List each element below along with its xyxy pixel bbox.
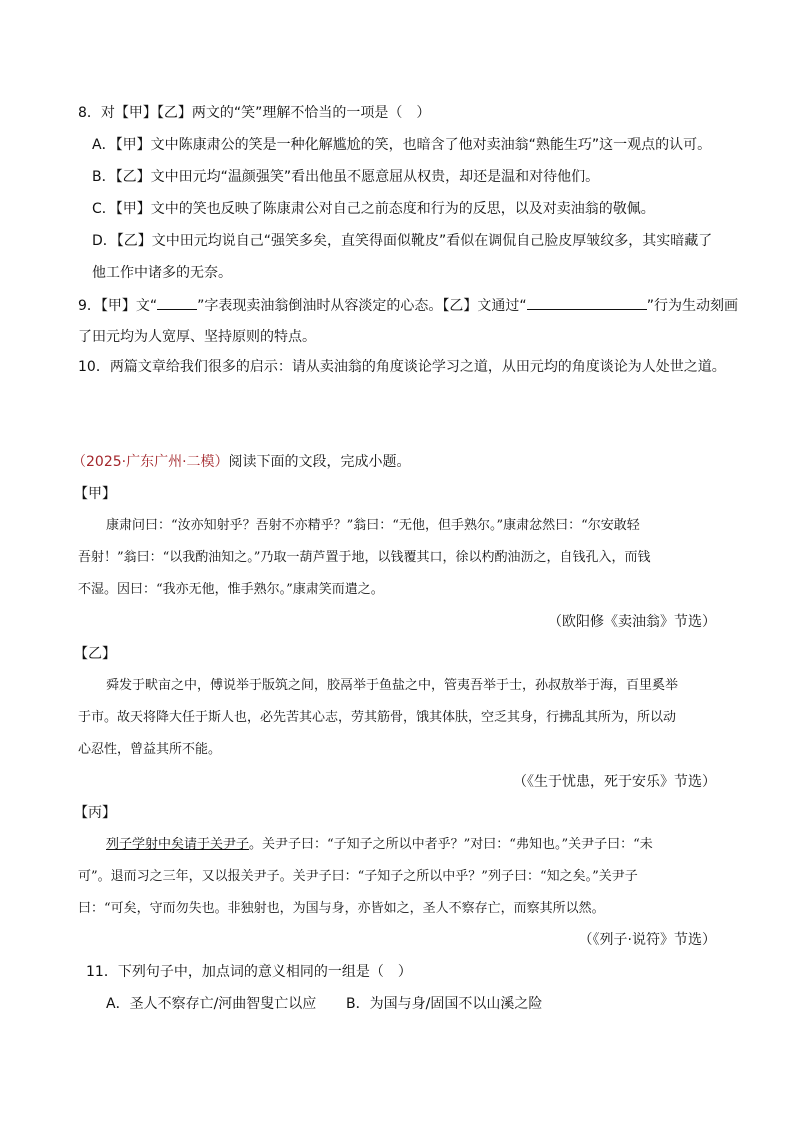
section-instruction: 阅读下面的文段，完成小题。	[228, 454, 411, 470]
q8-stem: 8．对【甲】【乙】两文的“笑”理解不恰当的一项是（ ）	[78, 105, 431, 121]
passage-bing-line-3: 曰：“可矣，守而勿失也。非独射也，为国与身，亦皆如之，圣人不察存亡，而察其所以然。	[78, 901, 605, 916]
q9-line2: 了田元均为人宽厚、坚持原则的特点。	[78, 329, 316, 345]
passage-bing-citation: （《列子·说符》节选）	[578, 932, 716, 948]
passage-jia-line-2: 吾射！”翁曰：“以我酌油知之。”乃取一葫芦置于地，以钱覆其口，徐以杓酌油沥之，自钱孔入，而钱	[78, 550, 651, 565]
q11-stem: 11．下列句子中，加点词的意义相同的一组是（ ）	[86, 964, 412, 980]
q9-blank-2[interactable]	[527, 295, 647, 310]
passage-jia-line-1: 康肃问曰：“汝亦知射乎？吾射不亦精乎？”翁曰：“无他，但手熟尔。”康肃忿然曰：“尔安敢轻	[106, 518, 640, 533]
passage-bing-label: 【丙】	[74, 805, 116, 821]
passage-jia-label: 【甲】	[74, 486, 116, 502]
passage-bing-line-2: 可”。退而习之三年，又以报关尹子。关尹子曰：“子知子之所以中乎？”列子曰：“知之矣。”关尹子	[78, 869, 638, 884]
q9-part2: ”字表现卖油翁倒油时从容淡定的心态。【乙】文通过“	[197, 298, 527, 314]
passage-yi-line-3: 心忍性，曾益其所不能。	[78, 742, 222, 757]
passage-yi-citation: （《生于忧患，死于安乐》节选）	[513, 774, 716, 790]
q9-part1: 9．【甲】文“	[78, 298, 158, 314]
passage-bing-underlined-sentence: 列子学射中矣请于关尹子	[106, 837, 250, 852]
q8-option-d: D．【乙】文中田元均说自己“强笑多矣，直笑得面似靴皮”看似在调侃自己脸皮厚皱纹多，其实暗藏了	[92, 233, 713, 249]
section-header	[72, 452, 411, 472]
passage-jia-line-3: 不湿。因曰：“我亦无他，惟手熟尔。”康肃笑而遣之。	[78, 582, 384, 597]
q8-option-d-cont: 他工作中诸多的无奈。	[92, 265, 232, 281]
q9-part3: ”行为生动刻画	[646, 298, 738, 314]
q11-option-a: A．圣人不察存亡/河曲智叟亡以应	[106, 996, 317, 1012]
q8-option-c: C．【甲】文中的笑也反映了陈康肃公对自己之前态度和行为的反思，以及对卖油翁的敬佩。	[92, 201, 655, 217]
q8-option-b: B．【乙】文中田元均“温颜强笑”看出他虽不愿意屈从权贵，却还是温和对待他们。	[92, 169, 600, 185]
q11-option-b: B．为国与身/固国不以山溪之险	[346, 996, 543, 1012]
passage-jia-citation: （欧阳修《卖油翁》节选）	[548, 614, 716, 630]
passage-yi-line-2: 于市。故天将降大任于斯人也，必先苦其心志，劳其筋骨，饿其体肤，空乏其身，行拂乱其所为，所以动	[78, 710, 677, 725]
passage-bing-line-1-rest: 。关尹子曰：“子知子之所以中者乎？”对曰：“弗知也。”关尹子曰：“未	[249, 837, 653, 852]
q9-blank-1[interactable]	[157, 295, 197, 310]
passage-bing-line-1	[106, 835, 653, 855]
passage-yi-label: 【乙】	[74, 646, 116, 662]
section-source: （2025·广东广州·二模）	[72, 454, 229, 470]
passage-yi-line-1: 舜发于畎亩之中，傅说举于版筑之间，胶鬲举于鱼盐之中，管夷吾举于士，孙叔敖举于海，百里奚举	[106, 678, 679, 693]
q9-line1	[78, 295, 738, 316]
q8-option-a: A．【甲】文中陈康肃公的笑是一种化解尴尬的笑，也暗含了他对卖油翁“熟能生巧”这一观点的认可。	[92, 137, 712, 153]
q10-stem: 10．两篇文章给我们很多的启示：请从卖油翁的角度谈论学习之道，从田元均的角度谈论为人处世之道。	[78, 359, 726, 375]
